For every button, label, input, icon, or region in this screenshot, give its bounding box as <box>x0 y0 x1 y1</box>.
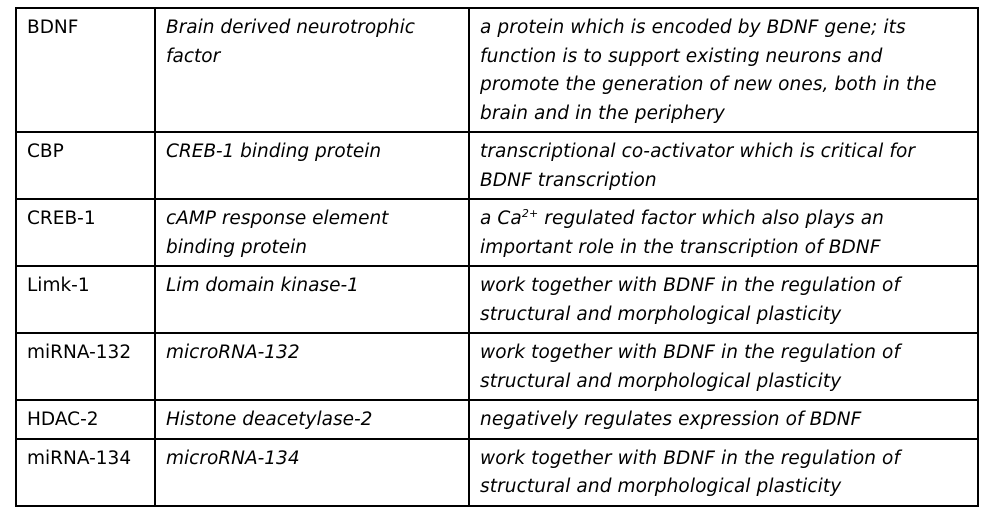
description-text: a Ca <box>480 208 522 229</box>
description-cell: work together with BDNF in the regulation of structural and morphological plasticity <box>469 266 978 333</box>
glossary-table <box>15 7 979 507</box>
description-cell <box>469 199 978 266</box>
full-name-cell: Histone deacetylase-2 <box>155 400 469 439</box>
description-text: regulated factor which also plays an important role in the transcription of BDNF <box>480 208 884 258</box>
full-name-cell: CREB-1 binding protein <box>155 132 469 199</box>
description-cell: work together with BDNF in the regulation of structural and morphological plasticity <box>469 333 978 400</box>
abbreviation-cell: HDAC-2 <box>16 400 155 439</box>
table-row <box>16 333 978 400</box>
description-cell: work together with BDNF in the regulation of structural and morphological plasticity <box>469 439 978 506</box>
table-row <box>16 400 978 439</box>
full-name-cell: microRNA-134 <box>155 439 469 506</box>
table-row <box>16 199 978 266</box>
table-row <box>16 132 978 199</box>
abbreviation-cell: BDNF <box>16 8 155 132</box>
full-name-cell: Brain derived neurotrophic factor <box>155 8 469 132</box>
table-row <box>16 439 978 506</box>
abbreviation-cell: miRNA-134 <box>16 439 155 506</box>
abbreviation-cell: miRNA-132 <box>16 333 155 400</box>
superscript-charge: 2+ <box>521 207 539 220</box>
abbreviation-cell: Limk-1 <box>16 266 155 333</box>
table-row <box>16 8 978 132</box>
full-name-cell: cAMP response element binding protein <box>155 199 469 266</box>
abbreviation-cell: CREB-1 <box>16 199 155 266</box>
full-name-cell: Lim domain kinase-1 <box>155 266 469 333</box>
description-cell: negatively regulates expression of BDNF <box>469 400 978 439</box>
abbreviation-cell: CBP <box>16 132 155 199</box>
description-cell: transcriptional co-activator which is critical for BDNF transcription <box>469 132 978 199</box>
full-name-cell: microRNA-132 <box>155 333 469 400</box>
description-cell: a protein which is encoded by BDNF gene; its function is to support existing neurons and promote the generation of new ones, both in the brain and in the periphery <box>469 8 978 132</box>
table-row <box>16 266 978 333</box>
